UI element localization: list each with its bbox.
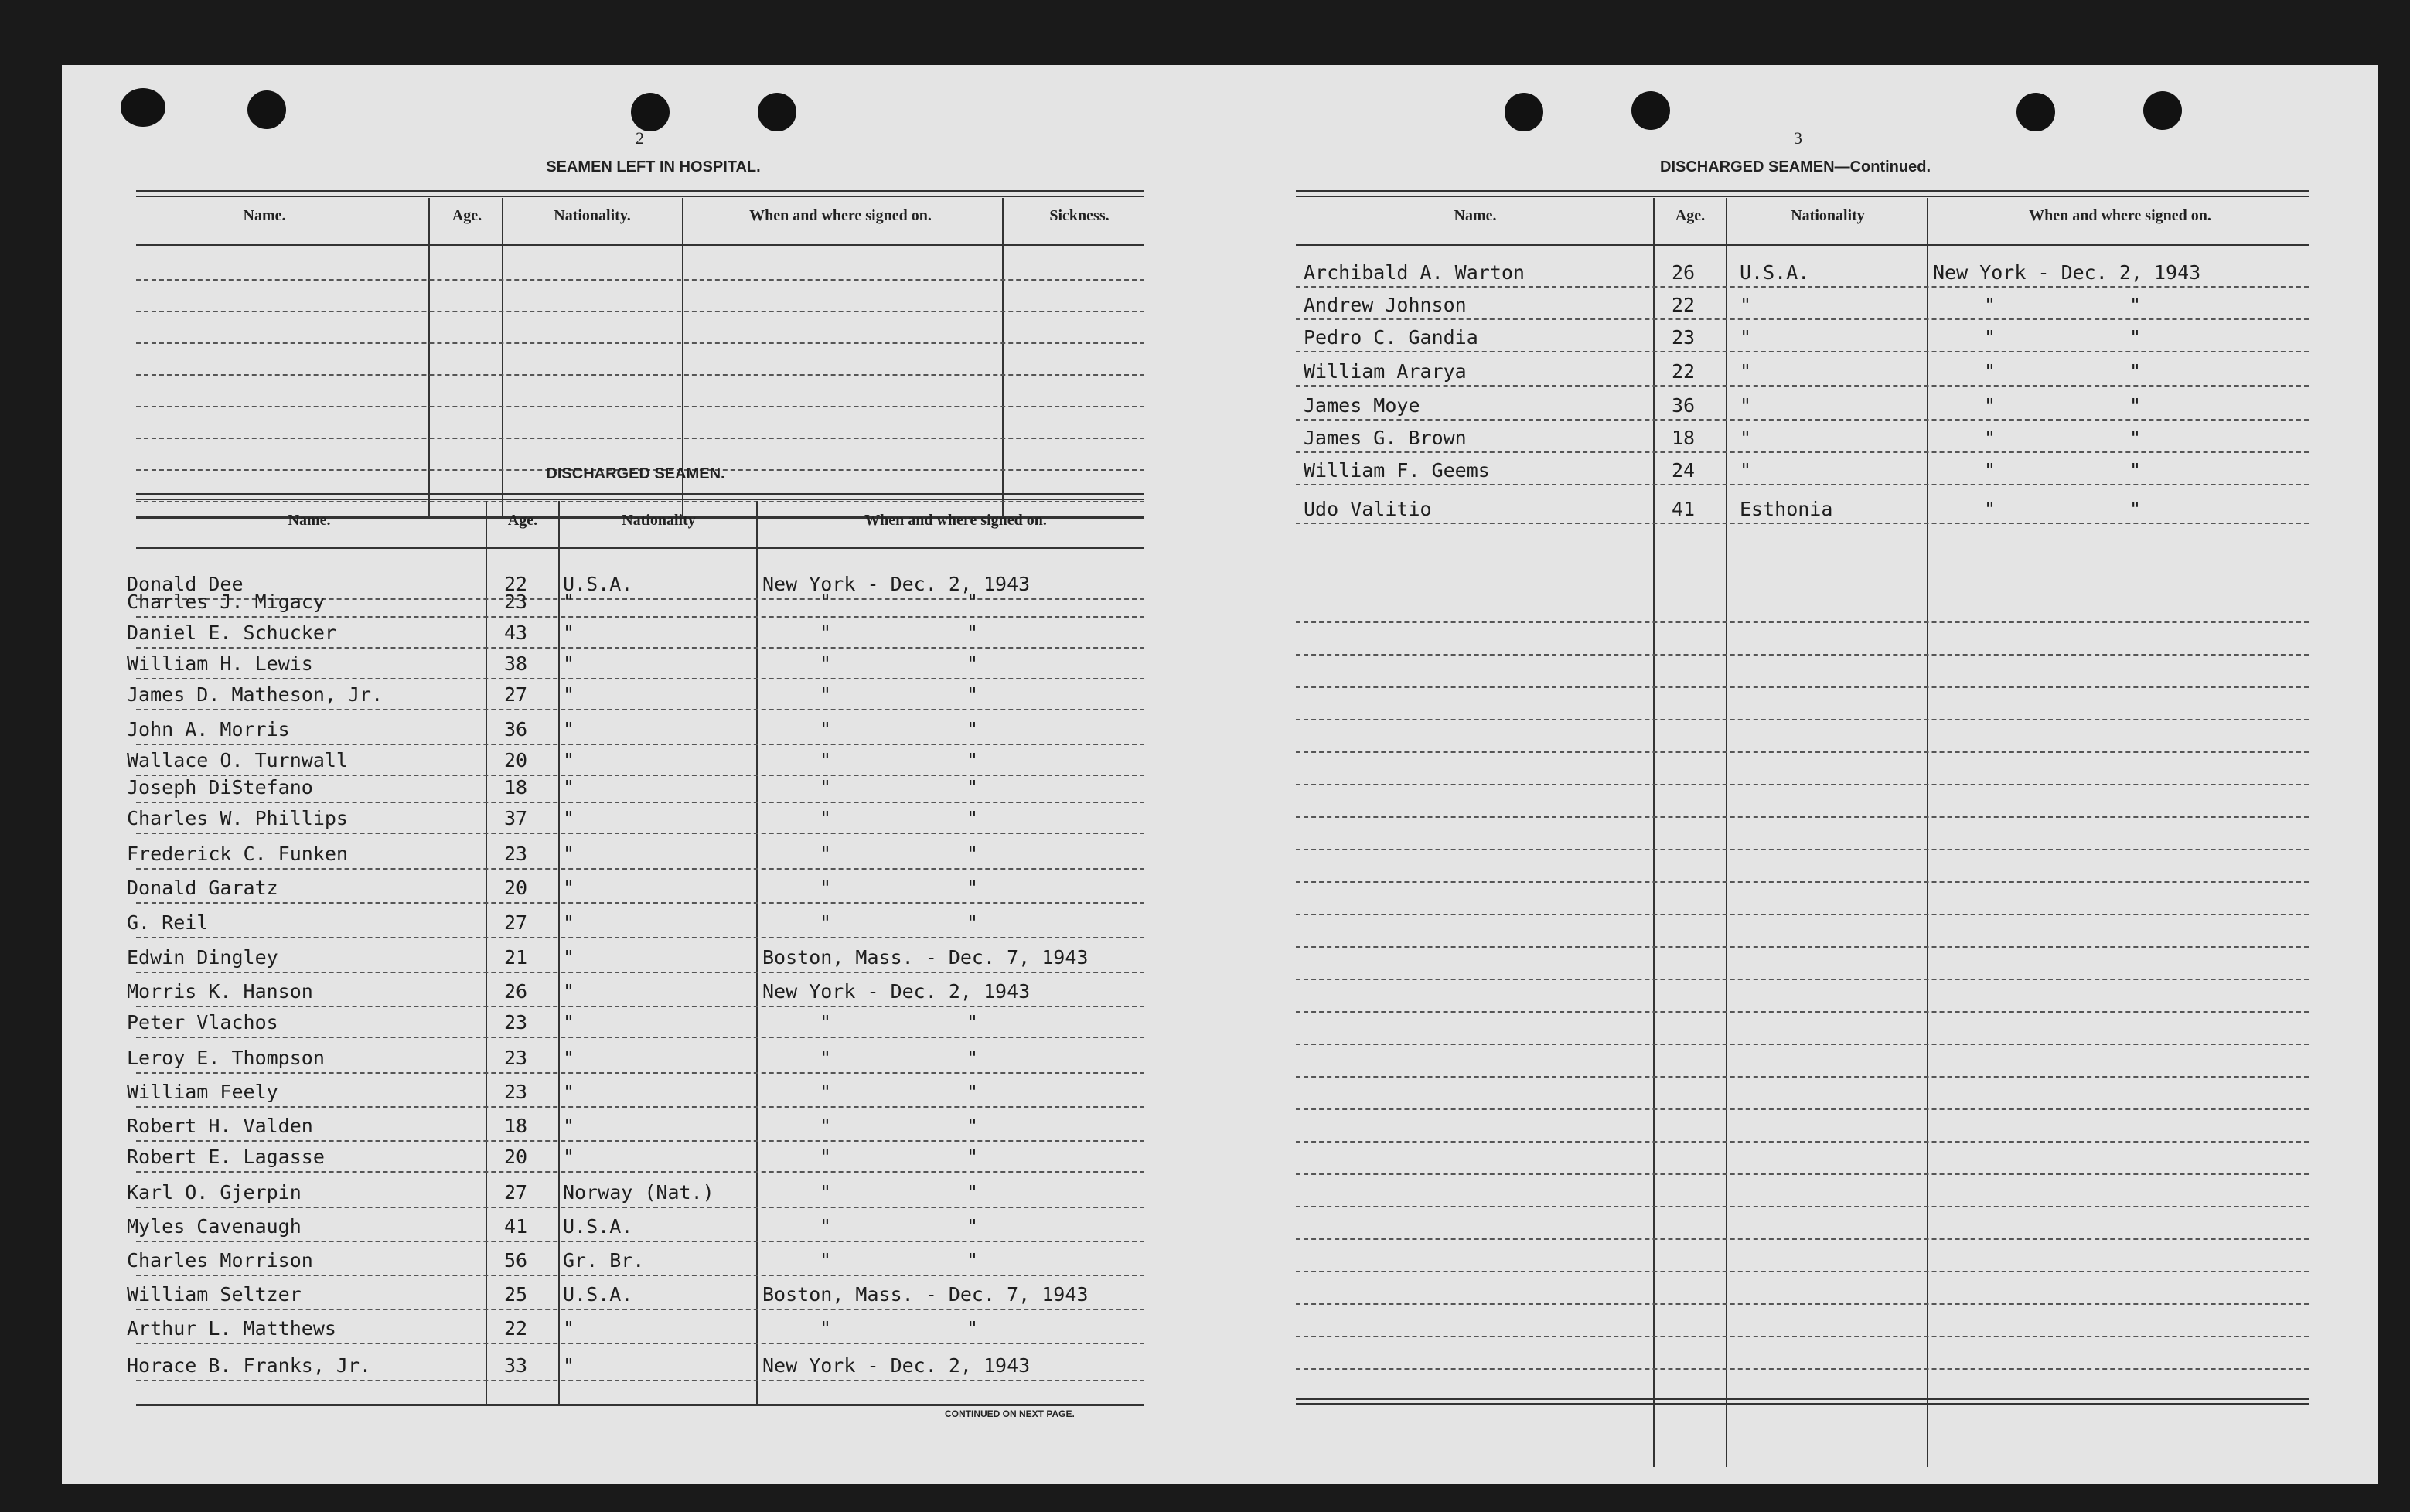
seaman-nationality: " <box>563 843 575 865</box>
blank-row-rule <box>1296 849 2309 850</box>
row-rule <box>1296 419 2309 421</box>
ditto-mark: " <box>966 1215 979 1238</box>
ditto-mark: " <box>2129 326 2142 349</box>
seaman-name: Pedro C. Gandia <box>1304 326 1478 349</box>
seaman-name: Leroy E. Thompson <box>127 1047 325 1069</box>
ditto-mark: " <box>820 1146 832 1168</box>
seaman-age: 21 <box>504 946 528 969</box>
seaman-nationality: " <box>1740 294 1752 316</box>
ditto-mark: " <box>820 1047 832 1069</box>
row-rule <box>136 709 1144 710</box>
seaman-name: William H. Lewis <box>127 652 313 675</box>
seaman-name: Archibald A. Warton <box>1304 261 1525 284</box>
ditto-mark: " <box>820 911 832 934</box>
ditto-mark: " <box>1984 360 1996 383</box>
blank-row-rule <box>1296 914 2309 915</box>
ditto-mark: " <box>820 1249 832 1272</box>
seaman-name: Donald Garatz <box>127 877 278 899</box>
blank-row-rule <box>1296 1368 2309 1370</box>
row-rule <box>136 616 1144 618</box>
seaman-age: 20 <box>504 877 528 899</box>
ditto-mark: " <box>820 1011 832 1034</box>
seaman-nationality: Norway (Nat.) <box>563 1181 714 1204</box>
ditto-mark: " <box>966 749 979 771</box>
ditto-mark: " <box>966 591 979 613</box>
row-rule <box>136 802 1144 803</box>
hospital-header-name: Name. <box>243 207 286 224</box>
blank-row-rule <box>1296 946 2309 948</box>
seaman-age: 37 <box>504 807 528 829</box>
ditto-mark: " <box>966 776 979 799</box>
blank-row-rule <box>1296 1044 2309 1045</box>
ditto-mark: " <box>966 877 979 899</box>
punch-hole <box>631 93 670 131</box>
ditto-mark: " <box>820 1115 832 1137</box>
row-rule <box>136 1140 1144 1142</box>
hospital-header-age: Age. <box>452 207 482 224</box>
seaman-age: 41 <box>504 1215 528 1238</box>
seaman-nationality: " <box>563 749 575 771</box>
discharged-header-name: Name. <box>288 512 331 529</box>
row-rule <box>136 1072 1144 1074</box>
ditto-mark: " <box>1984 326 1996 349</box>
seaman-nationality: Gr. Br. <box>563 1249 645 1272</box>
seaman-age: 23 <box>504 591 528 613</box>
page-number: 2 <box>636 128 644 148</box>
ditto-mark: " <box>2129 498 2142 520</box>
seaman-name: Andrew Johnson <box>1304 294 1467 316</box>
seaman-nationality: " <box>1740 326 1752 349</box>
signed-on: Boston, Mass. - Dec. 7, 1943 <box>762 946 1089 969</box>
ditto-mark: " <box>820 621 832 644</box>
seaman-age: 27 <box>504 911 528 934</box>
seaman-nationality: " <box>563 911 575 934</box>
seaman-name: Charles J. Migacy <box>127 591 325 613</box>
ditto-mark: " <box>966 1317 979 1340</box>
continued-header-age: Age. <box>1675 207 1706 224</box>
blank-row-rule <box>1296 686 2309 688</box>
seaman-nationality: " <box>563 1011 575 1034</box>
blank-row-rule <box>1296 1141 2309 1143</box>
seaman-age: 36 <box>504 718 528 741</box>
row-rule <box>136 1309 1144 1310</box>
blank-row-rule <box>1296 784 2309 785</box>
seaman-nationality: " <box>563 980 575 1003</box>
seaman-age: 23 <box>504 843 528 865</box>
seaman-age: 38 <box>504 652 528 675</box>
discharged-header-signed-on: When and where signed on. <box>864 512 1047 529</box>
row-rule <box>136 902 1144 904</box>
ditto-mark: " <box>820 591 832 613</box>
seaman-name: Karl O. Gjerpin <box>127 1181 302 1204</box>
seaman-name: Wallace O. Turnwall <box>127 749 348 771</box>
continued-header-signed-on: When and where signed on. <box>2029 207 2211 224</box>
seaman-age: 56 <box>504 1249 528 1272</box>
ditto-mark: " <box>966 911 979 934</box>
seaman-nationality: " <box>563 946 575 969</box>
seaman-name: James G. Brown <box>1304 427 1467 449</box>
row-rule <box>1296 318 2309 320</box>
page-number: 3 <box>1794 128 1802 148</box>
seaman-nationality: Esthonia <box>1740 498 1833 520</box>
signed-on: New York - Dec. 2, 1943 <box>762 980 1031 1003</box>
seaman-nationality: U.S.A. <box>563 573 633 595</box>
seaman-age: 20 <box>504 1146 528 1168</box>
seaman-nationality: " <box>563 591 575 613</box>
seaman-name: Morris K. Hanson <box>127 980 313 1003</box>
row-rule <box>1296 523 2309 524</box>
seaman-name: William Feely <box>127 1081 278 1103</box>
seaman-nationality: U.S.A. <box>1740 261 1810 284</box>
ditto-mark: " <box>966 843 979 865</box>
row-rule <box>1296 286 2309 288</box>
row-rule <box>136 678 1144 679</box>
row-rule <box>136 1275 1144 1276</box>
ditto-mark: " <box>820 877 832 899</box>
seaman-nationality: " <box>563 1081 575 1103</box>
row-rule <box>1296 385 2309 387</box>
blank-row-rule <box>1296 816 2309 818</box>
seaman-age: 26 <box>504 980 528 1003</box>
ditto-mark: " <box>966 718 979 741</box>
ditto-mark: " <box>1984 427 1996 449</box>
continued-section-title: DISCHARGED SEAMEN—Continued. <box>1660 158 1931 175</box>
hospital-header-sickness: Sickness. <box>1049 207 1110 224</box>
ditto-mark: " <box>820 652 832 675</box>
seaman-nationality: U.S.A. <box>563 1283 633 1306</box>
row-rule <box>136 1006 1144 1007</box>
row-rule <box>136 1207 1144 1208</box>
seaman-name: G. Reil <box>127 911 209 934</box>
blank-row-rule <box>1296 1108 2309 1110</box>
seaman-age: 22 <box>1672 360 1696 383</box>
seaman-name: William Seltzer <box>127 1283 302 1306</box>
seaman-age: 41 <box>1672 498 1696 520</box>
row-rule <box>136 1171 1144 1173</box>
blank-row-rule <box>1296 654 2309 656</box>
seaman-name: Edwin Dingley <box>127 946 278 969</box>
ditto-mark: " <box>966 683 979 706</box>
hospital-section-title: SEAMEN LEFT IN HOSPITAL. <box>546 158 761 175</box>
row-rule <box>136 1106 1144 1108</box>
blank-row-rule <box>1296 1076 2309 1078</box>
seaman-name: William Ararya <box>1304 360 1467 383</box>
seaman-age: 18 <box>1672 427 1696 449</box>
seaman-name: William F. Geems <box>1304 459 1490 482</box>
punch-hole <box>2016 93 2055 131</box>
ditto-mark: " <box>966 1249 979 1272</box>
ditto-mark: " <box>2129 360 2142 383</box>
ditto-mark: " <box>1984 394 1996 417</box>
ditto-mark: " <box>820 843 832 865</box>
ditto-mark: " <box>2129 459 2142 482</box>
seaman-nationality: " <box>1740 427 1752 449</box>
blank-row-rule <box>1296 1303 2309 1305</box>
seaman-age: 23 <box>504 1011 528 1034</box>
blank-row-rule <box>1296 881 2309 883</box>
punch-hole <box>2143 91 2182 130</box>
seaman-name: Horace B. Franks, Jr. <box>127 1354 372 1377</box>
document-sheet <box>62 65 2378 1484</box>
seaman-name: Udo Valitio <box>1304 498 1432 520</box>
seaman-age: 22 <box>504 1317 528 1340</box>
seaman-nationality: " <box>563 807 575 829</box>
seaman-nationality: " <box>563 652 575 675</box>
ditto-mark: " <box>966 1081 979 1103</box>
seaman-nationality: " <box>563 621 575 644</box>
ditto-mark: " <box>966 1047 979 1069</box>
discharged-header-age: Age. <box>507 512 538 529</box>
seaman-nationality: U.S.A. <box>563 1215 633 1238</box>
seaman-age: 23 <box>1672 326 1696 349</box>
seaman-nationality: " <box>563 776 575 799</box>
punch-hole <box>1505 93 1543 131</box>
seaman-age: 23 <box>504 1081 528 1103</box>
seaman-nationality: " <box>1740 459 1752 482</box>
row-rule <box>136 1241 1144 1242</box>
seaman-name: Donald Dee <box>127 573 244 595</box>
blank-row-rule <box>1296 719 2309 720</box>
ditto-mark: " <box>966 1181 979 1204</box>
seaman-age: 25 <box>504 1283 528 1306</box>
ditto-mark: " <box>966 652 979 675</box>
row-rule <box>136 647 1144 649</box>
ditto-mark: " <box>820 1181 832 1204</box>
seaman-name: Charles W. Phillips <box>127 807 348 829</box>
ditto-mark: " <box>2129 427 2142 449</box>
signed-on: New York - Dec. 2, 1943 <box>1933 261 2201 284</box>
signed-on: New York - Dec. 2, 1943 <box>762 1354 1031 1377</box>
row-rule <box>136 744 1144 745</box>
seaman-nationality: " <box>563 1317 575 1340</box>
hospital-header-signed-on: When and where signed on. <box>749 207 932 224</box>
ditto-mark: " <box>2129 294 2142 316</box>
seaman-age: 18 <box>504 776 528 799</box>
ditto-mark: " <box>820 683 832 706</box>
seaman-nationality: " <box>563 683 575 706</box>
ditto-mark: " <box>820 1317 832 1340</box>
seaman-age: 26 <box>1672 261 1696 284</box>
seaman-nationality: " <box>1740 360 1752 383</box>
punch-hole <box>247 90 286 129</box>
seaman-age: 27 <box>504 683 528 706</box>
seaman-age: 36 <box>1672 394 1696 417</box>
blank-row-rule <box>1296 1238 2309 1240</box>
ditto-mark: " <box>1984 498 1996 520</box>
signed-on: Boston, Mass. - Dec. 7, 1943 <box>762 1283 1089 1306</box>
row-rule <box>136 833 1144 834</box>
discharged-header-nationality: Nationality <box>622 512 696 529</box>
seaman-nationality: " <box>563 1146 575 1168</box>
seaman-age: 43 <box>504 621 528 644</box>
blank-row-rule <box>1296 751 2309 753</box>
punch-hole <box>758 93 796 131</box>
punch-hole <box>1631 91 1670 130</box>
signed-on: New York - Dec. 2, 1943 <box>762 573 1031 595</box>
seaman-nationality: " <box>563 877 575 899</box>
seaman-name: Myles Cavenaugh <box>127 1215 302 1238</box>
continued-header-name: Name. <box>1454 207 1497 224</box>
seaman-name: James Moye <box>1304 394 1420 417</box>
seaman-age: 20 <box>504 749 528 771</box>
ditto-mark: " <box>966 1146 979 1168</box>
seaman-name: Arthur L. Matthews <box>127 1317 336 1340</box>
ditto-mark: " <box>2129 394 2142 417</box>
ditto-mark: " <box>1984 459 1996 482</box>
row-rule <box>136 868 1144 870</box>
row-rule <box>136 1380 1144 1381</box>
seaman-name: John A. Morris <box>127 718 290 741</box>
ditto-mark: " <box>820 1215 832 1238</box>
ditto-mark: " <box>820 718 832 741</box>
seaman-name: Charles Morrison <box>127 1249 313 1272</box>
seaman-nationality: " <box>563 1354 575 1377</box>
blank-row-rule <box>1296 1271 2309 1272</box>
continued-header-nationality: Nationality <box>1791 207 1865 224</box>
seaman-age: 22 <box>504 573 528 595</box>
seaman-name: Frederick C. Funken <box>127 843 348 865</box>
seaman-nationality: " <box>563 718 575 741</box>
blank-row-rule <box>1296 621 2309 623</box>
blank-row-rule <box>1296 1336 2309 1337</box>
seaman-age: 22 <box>1672 294 1696 316</box>
seaman-age: 23 <box>504 1047 528 1069</box>
ditto-mark: " <box>820 749 832 771</box>
row-rule <box>136 1343 1144 1344</box>
row-rule <box>136 937 1144 938</box>
seaman-name: Peter Vlachos <box>127 1011 278 1034</box>
row-rule <box>1296 451 2309 453</box>
ditto-mark: " <box>966 621 979 644</box>
ditto-mark: " <box>820 776 832 799</box>
discharged-section-title: DISCHARGED SEAMEN. <box>546 465 725 482</box>
seaman-name: Daniel E. Schucker <box>127 621 336 644</box>
seaman-name: Robert E. Lagasse <box>127 1146 325 1168</box>
blank-row-rule <box>1296 1011 2309 1013</box>
seaman-age: 24 <box>1672 459 1696 482</box>
seaman-age: 18 <box>504 1115 528 1137</box>
seaman-nationality: " <box>563 1047 575 1069</box>
row-rule <box>136 1037 1144 1038</box>
hospital-header-nationality: Nationality. <box>554 207 631 224</box>
blank-row-rule <box>1296 1206 2309 1207</box>
blank-row-rule <box>1296 1173 2309 1175</box>
ditto-mark: " <box>966 807 979 829</box>
seaman-nationality: " <box>1740 394 1752 417</box>
seaman-name: James D. Matheson, Jr. <box>127 683 383 706</box>
row-rule <box>136 972 1144 973</box>
ditto-mark: " <box>966 1011 979 1034</box>
punch-hole <box>121 88 165 127</box>
seaman-age: 27 <box>504 1181 528 1204</box>
continued-footer: CONTINUED ON NEXT PAGE. <box>945 1408 1075 1419</box>
seaman-name: Joseph DiStefano <box>127 776 313 799</box>
row-rule <box>1296 484 2309 485</box>
blank-row-rule <box>1296 979 2309 980</box>
ditto-mark: " <box>820 807 832 829</box>
ditto-mark: " <box>820 1081 832 1103</box>
seaman-age: 33 <box>504 1354 528 1377</box>
seaman-name: Robert H. Valden <box>127 1115 313 1137</box>
seaman-nationality: " <box>563 1115 575 1137</box>
ditto-mark: " <box>1984 294 1996 316</box>
ditto-mark: " <box>966 1115 979 1137</box>
row-rule <box>1296 351 2309 352</box>
